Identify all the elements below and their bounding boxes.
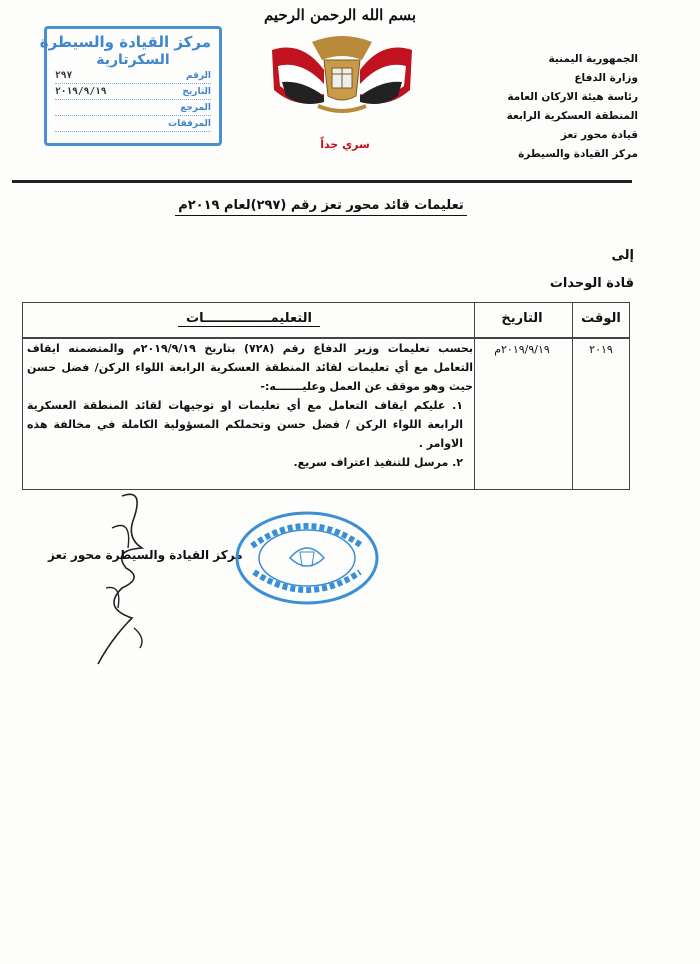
registry-field-number — [55, 68, 211, 84]
issuer-line: رئاسة هيئة الاركان العامة — [507, 91, 638, 103]
issuer-line: مركز القيادة والسيطرة — [518, 148, 638, 160]
registry-field-attachments — [55, 116, 211, 132]
instruction-intro: بحسب تعليمات وزير الدفاع رقم (٧٢٨) بتاريخ ٢٠١٩/٩/١٩م والمتضمنه ايقاف التعامل مع أي تعليمات لقائد المنطقة العسكرية الرابعة اللواء الركن/ فضل حسن حيث وهو موقف عن العمل وعليـــــــه:- — [27, 342, 473, 393]
cell-date: ٢٠١٩/٩/١٩م — [494, 343, 550, 356]
to-label: إلى — [611, 248, 634, 263]
registry-stamp-title: مركز القيادة والسيطرة — [39, 33, 211, 51]
issuer-line: وزارة الدفاع — [574, 72, 638, 84]
column-divider — [474, 303, 476, 489]
registry-field-date — [55, 84, 211, 100]
registry-field-value: ٢٩٧ — [55, 70, 73, 81]
registry-field-label: الرقم — [185, 70, 211, 81]
header-divider — [12, 180, 632, 183]
column-divider — [572, 303, 574, 489]
handwritten-signature — [82, 488, 172, 668]
registry-stamp-subtitle: السكرتارية — [96, 52, 170, 68]
issuer-line: قيادة محور تعز — [560, 129, 638, 141]
signature-label: مركز القيادة والسيطرة محور تعز — [48, 548, 243, 562]
instruction-item: ١. عليكم ايقاف التعامل مع أي تعليمات او توجيهات لقائد المنطقة العسكرية الرابعة اللواء الركن / فضل حسن وتحملكم المسؤولية الكاملة في مخالفة هذه الاوامر . — [27, 399, 463, 450]
instruction-item: ٢. مرسل للتنفيذ اعتراف سريع. — [293, 456, 463, 469]
registry-stamp — [39, 26, 222, 146]
column-header-instructions-label: التعليمـــــــــــــــات — [178, 311, 320, 327]
registry-field-label: المرفقات — [168, 118, 211, 129]
issuer-line: المنطقة العسكرية الرابعة — [506, 110, 638, 122]
cell-instructions — [27, 339, 473, 472]
cell-time: ٢٠١٩ — [589, 343, 613, 356]
classification-mark: سري جداً — [320, 138, 370, 151]
column-header-date: التاريخ — [501, 311, 543, 326]
registry-field-reference — [55, 100, 211, 116]
instructions-table — [22, 302, 630, 490]
issuer-line: الجمهورية اليمنية — [548, 53, 638, 65]
yemen-eagle-emblem-icon — [262, 30, 422, 122]
registry-field-value: ٢٠١٩/٩/١٩ — [55, 86, 107, 97]
recipient: قادة الوحدات — [549, 276, 634, 291]
column-header-instructions — [23, 311, 475, 326]
basmala: بسم الله الرحمن الرحيم — [263, 6, 417, 24]
issuer-block — [448, 50, 638, 164]
registry-field-label: التاريخ — [182, 86, 211, 97]
round-official-stamp — [232, 508, 382, 608]
registry-field-label: المرجع — [180, 102, 211, 113]
document-title: تعليمات قائد محور تعز رقم (٢٩٧)لعام ٢٠١٩م — [175, 198, 467, 216]
column-header-time: الوقت — [581, 311, 621, 326]
